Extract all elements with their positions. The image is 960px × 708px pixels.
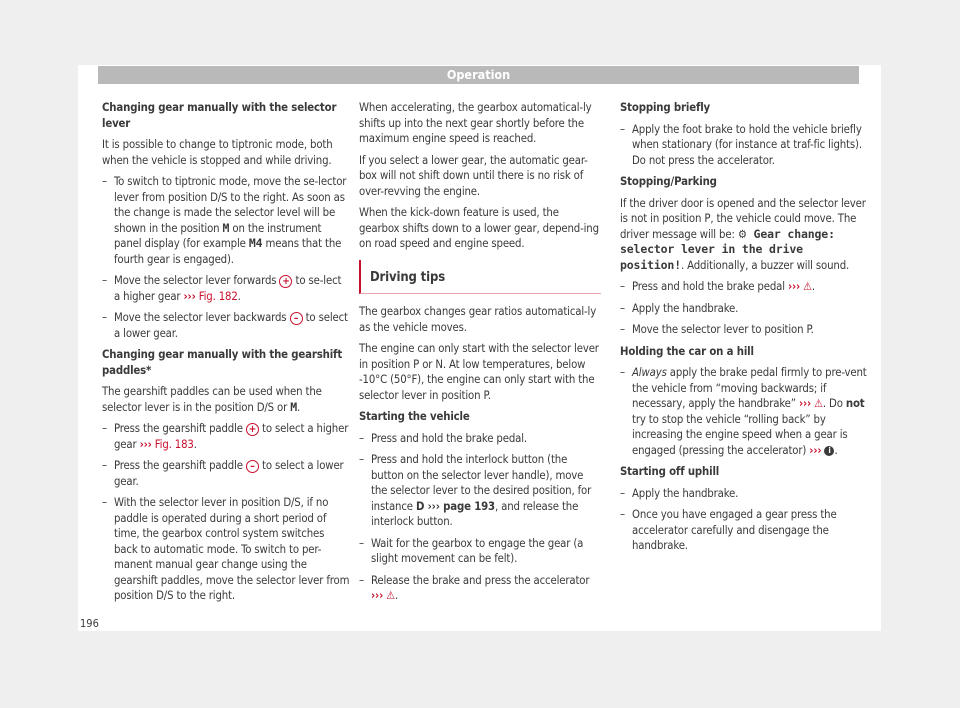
paragraph: It is possible to change to tiptronic mode, both when the vehicle is stopped and while driving. (102, 138, 333, 167)
column-2 (359, 100, 601, 610)
minus-icon: – (246, 460, 259, 473)
page-link[interactable]: ››› page 193 (424, 499, 495, 513)
list-item: – Wait for the gearbox to engage the gear (a slight movement can be felt). (359, 536, 601, 567)
section-heading-driving-tips: Driving tips (359, 260, 601, 295)
list-item: – Apply the handbrake. (620, 486, 868, 502)
list-item: – Press and hold the interlock button (the button on the selector lever handle), move the selector lever to the desired position, for instance D ››› page 193, and release the interlock button. (359, 452, 601, 530)
heading-selector-lever: Changing gear manually with the selector lever (102, 101, 337, 130)
info-icon[interactable]: i (824, 446, 834, 456)
reference-arrow-icon: ››› (183, 289, 196, 303)
list-item: – Move the selector lever backwards – to select a lower gear. (102, 310, 350, 341)
page-header: Operation (98, 66, 859, 84)
figure-link[interactable]: Fig. 183 (151, 437, 194, 451)
reference-arrow-icon: ››› (139, 437, 152, 451)
list-item: – Press and hold the brake pedal. (359, 431, 601, 447)
list-item: – Once you have engaged a gear press the accelerator carefully and disengage the handbrake. (620, 507, 868, 554)
list-item: – To switch to tiptronic mode, move the se-lector lever from position D/S to the right. As soon as the change is made the selector level will be shown in the position M on the instrument panel display (for example M4 means that the fourth gear is engaged). (102, 174, 350, 267)
page-number: 196 (80, 617, 99, 630)
warning-icon[interactable]: ⚠ (386, 589, 395, 602)
reference-arrow-icon: ››› (787, 280, 801, 293)
plus-icon: + (279, 275, 292, 288)
list-item: – Move the selector lever to position P. (620, 322, 868, 338)
heading-stopping-briefly: Stopping briefly (620, 101, 711, 114)
heading-gearshift-paddles: Changing gear manually with the gearshift paddles* (102, 348, 343, 377)
gear-icon: ⚙ (737, 227, 747, 241)
list-item: – Press the gearshift paddle – to select a lower gear. (102, 458, 350, 489)
column-1 (102, 100, 350, 610)
heading-holding-hill: Holding the car on a hill (620, 344, 754, 358)
paragraph: The gearbox changes gear ratios automatical-ly as the vehicle moves. (359, 305, 597, 334)
paragraph: If you select a lower gear, the automatic gear-box will not shift down until there is no risk of over-revving the engine. (359, 153, 588, 198)
paragraph: The engine can only start with the selector lever in position P or N. At low temperatures, below -10°C (50°F), the engine can only start with the selector lever in position P. (359, 342, 599, 402)
list-item: – With the selector lever in position D/S, if no paddle is operated during a short period of time, the gearbox control system switches back to automatic mode. To switch to per-manent manual gear change using the gearshift paddles, move the selector lever from position D/S to the right. (102, 495, 350, 604)
list-item: – Move the selector lever forwards + to se-lect a higher gear ››› Fig. 182. (102, 273, 350, 304)
minus-icon: – (290, 312, 303, 325)
list-item: – Apply the foot brake to hold the vehicle briefly when stationary (for instance at traf-fic lights). Do not press the accelerator. (620, 122, 868, 169)
heading-starting-uphill: Starting off uphill (620, 465, 720, 478)
reference-arrow-icon: ››› (371, 589, 384, 602)
column-3 (620, 100, 868, 560)
paragraph: The gearshift paddles can be used when the selector lever is in the position D/S or M. (102, 385, 322, 414)
list-item: – Apply the handbrake. (620, 301, 868, 317)
warning-icon[interactable]: ⚠ (803, 280, 812, 293)
figure-link[interactable]: Fig. 182 (195, 289, 238, 303)
paragraph: If the driver door is opened and the selector lever is not in position P, the vehicle could move. The driver message will be: ⚙ Gear change: selector lever in the drive position!. Additionally, a buzzer will sound. (620, 196, 866, 272)
paragraph: When the kick-down feature is used, the gearbox shifts down to a lower gear, depend-ing on road speed and engine speed. (359, 206, 599, 250)
list-item: – Release the brake and press the accelerator ››› ⚠. (359, 573, 601, 604)
paragraph: When accelerating, the gearbox automatical-ly shifts up into the next gear shortly before the maximum engine speed is reached. (359, 101, 592, 145)
heading-stopping-parking: Stopping/Parking (620, 175, 717, 188)
heading-starting-vehicle: Starting the vehicle (359, 410, 470, 423)
reference-arrow-icon: ››› (798, 397, 812, 410)
reference-arrow-icon: ››› (809, 443, 822, 457)
plus-icon: + (246, 423, 259, 436)
list-item: – Press and hold the brake pedal ››› ⚠. (620, 279, 868, 295)
warning-icon[interactable]: ⚠ (814, 397, 823, 410)
list-item: – Press the gearshift paddle + to select a higher gear ››› Fig. 183. (102, 421, 350, 452)
list-item: – Always apply the brake pedal firmly to pre-vent the vehicle from “moving backwards; if necessary, apply the handbrake” ››› ⚠. Do not try to stop the vehicle “rolling back” by increasing the engine speed when a gear is engaged (pressing the accelerator) ››› i . (620, 365, 868, 458)
